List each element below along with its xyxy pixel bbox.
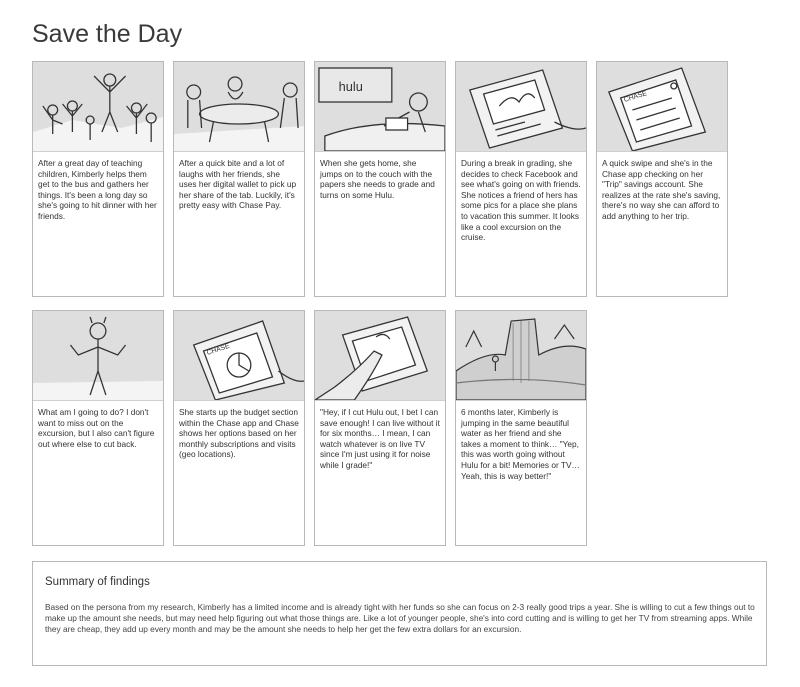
panel-caption: She starts up the budget section within the Chase app and Chase shows her options based on her monthly subscriptions and visits (geo locations). <box>179 407 299 460</box>
sketch-waterfall <box>456 311 586 401</box>
sketch-couch-hulu <box>315 62 445 152</box>
sketch-tapping-phone <box>315 311 445 401</box>
sketch-dinner-with-friends <box>174 62 304 152</box>
panel-caption: After a great day of teaching children, Kimberly helps them get to the bus and gathers her things. It's been a long day so she's going to hit dinner with her friends. <box>38 158 157 221</box>
panel-caption: After a quick bite and a lot of laughs with her friends, she uses her digital wallet to pick up her share of the tab. Luckily, it's pretty easy with Chase Pay. <box>179 158 297 211</box>
storyboard-panel-8 <box>314 310 446 546</box>
storyboard-panel-4 <box>455 61 587 297</box>
sketch-chase-trip-account <box>597 62 727 152</box>
storyboard-panel-6 <box>32 310 164 546</box>
panel-caption: "Hey, if I cut Hulu out, I bet I can save enough! I can live without it for six months… I mean, I can watch whatever is on live TV since I'm just using it for noise while I grade!" <box>320 407 440 470</box>
panel-caption: When she gets home, she jumps on to the couch with the papers she needs to grade and turns on some Hulu. <box>320 158 435 200</box>
sketch-shrugging-figure <box>33 311 163 401</box>
storyboard-panel-2 <box>173 61 305 297</box>
summary-title: Summary of findings <box>45 576 150 588</box>
panel-caption: During a break in grading, she decides to check Facebook and see what's going on with friends. She notices a friend of hers has some pics for a place she plans to vacation this summer. It looks like a cool excursion on the cruise. <box>461 158 581 243</box>
storyboard-panel-3 <box>314 61 446 297</box>
summary-box <box>32 561 767 666</box>
page-title: Save the Day <box>32 20 183 48</box>
hulu-sign-text: hulu <box>338 78 363 95</box>
chase-logo-text: CHASE <box>623 90 648 104</box>
storyboard-panel-9 <box>455 310 587 546</box>
storyboard-panel-5 <box>596 61 728 297</box>
panel-caption: A quick swipe and she's in the Chase app checking on her "Trip" savings account. She realizes at the rate she's saving, there's no way she can afford to add anything to her trip. <box>602 158 721 221</box>
chase-logo-text: CHASE <box>205 342 231 357</box>
storyboard-panel-7 <box>173 310 305 546</box>
summary-text: Based on the persona from my research, Kimberly has a limited income and is already tight with her funds so she can focus on 2-3 really good trips a year. She is willing to cut a few things out to make up the amount she needs, but may need help figuring out what those things are. Like a lot of younger people, she's into cord cutting and is willing to get her TV from streaming apps. While they are cheap, they add up every month and may be the amount she needs to help her get the few extra dollars for an excursion. <box>45 602 755 634</box>
panel-caption: 6 months later, Kimberly is jumping in the same beautiful water as her friend and she takes a moment to think… "Yep, this was worth going without Hulu for a bit! Memories or TV… Yeah, this is way better!" <box>461 407 580 481</box>
storyboard-panel-1 <box>32 61 164 297</box>
sketch-teaching-children <box>33 62 163 152</box>
sketch-checking-facebook <box>456 62 586 152</box>
panel-caption: What am I going to do? I don't want to miss out on the excursion, but I also can't figure out where else to cut back. <box>38 407 155 449</box>
sketch-chase-budget <box>174 311 304 401</box>
